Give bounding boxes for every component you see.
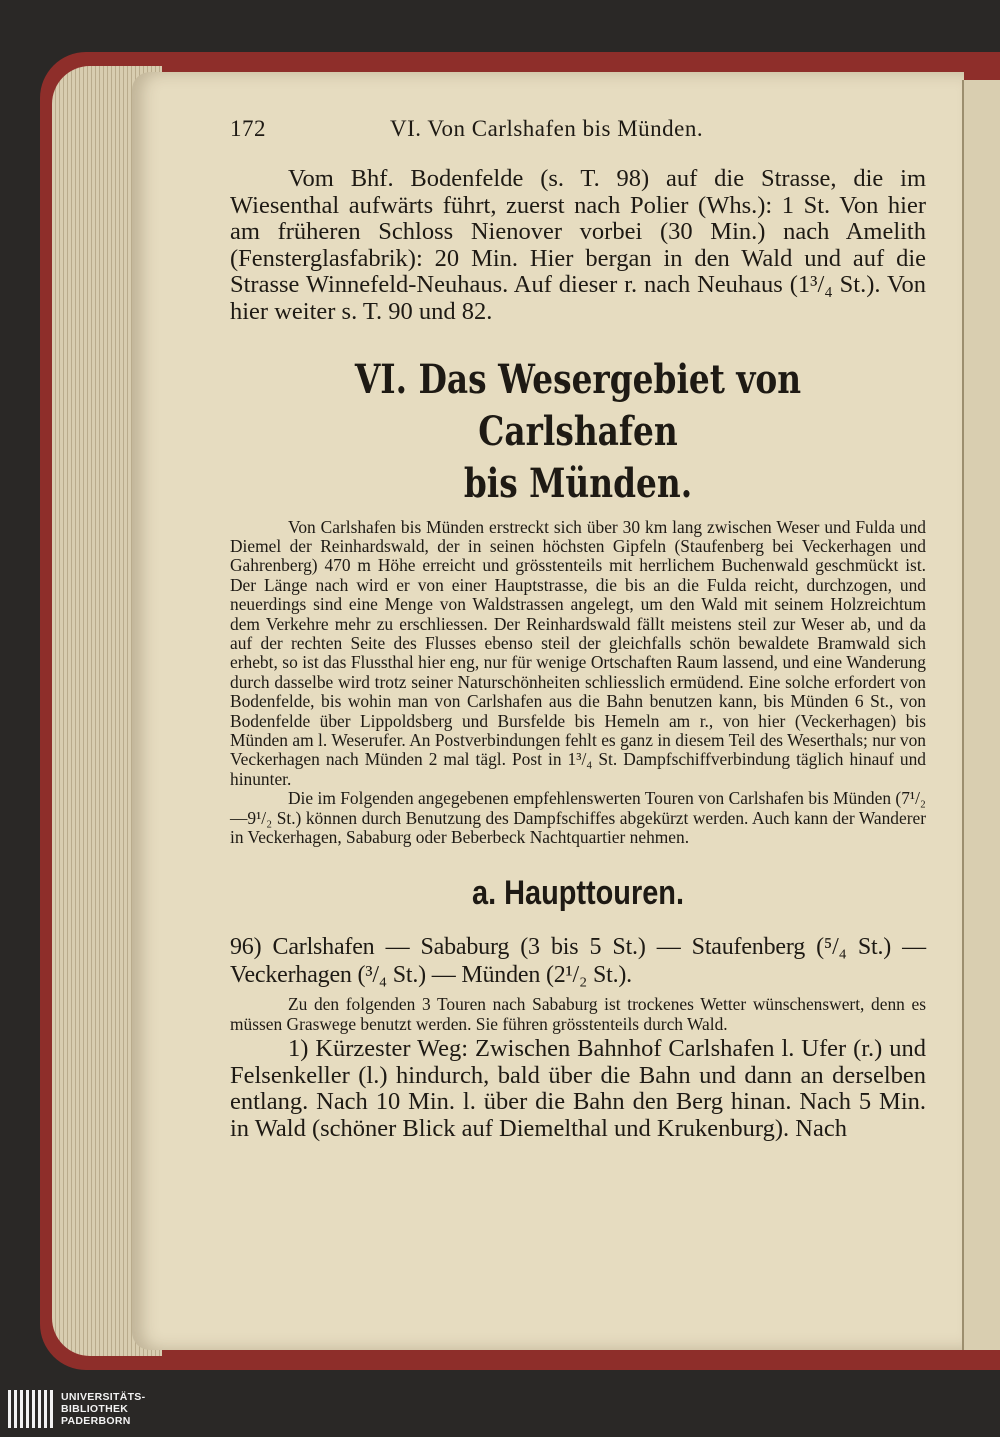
- library-logo: [8, 1388, 145, 1430]
- route-heading-96: 96) Carlshafen — Sababurg (3 bis 5 St.) — Staufenberg (⁵/₄ St.) — Veckerhagen (³/₄ St.) — Münden (2¹/₂ St.).: [230, 934, 926, 989]
- logo-line3: PADERBORN: [61, 1415, 131, 1427]
- section-intro-paragraph-2: Die im Folgenden angegebenen empfehlenswerten Touren von Carlshafen bis Münden (7¹/₂—9¹/₂ St.) können durch Benutzung des Dampfschiffes abgekürzt werden. Auch kann der Wanderer in Veckerhagen, Sababurg oder Beberbeck Nachtquartier nehmen.: [230, 788, 926, 848]
- logo-text: [61, 1391, 145, 1427]
- running-head-title: VI. Von Carlshafen bis Münden.: [390, 116, 704, 141]
- page-content: [230, 112, 926, 1143]
- logo-line1: UNIVERSITÄTS-: [61, 1391, 146, 1403]
- page-number: 172: [230, 116, 266, 141]
- logo-bars-icon: [8, 1390, 53, 1428]
- route-body: 1) Kürzester Weg: Zwischen Bahnhof Carlshafen l. Ufer (r.) und Felsenkeller (l.) hindurch, bald über die Bahn und dann an derselben entlang. Nach 10 Min. l. über die Bahn den Berg hinan. Nach 5 Min. in Wald (schöner Blick auf Diemelthal und Krukenburg). Nach: [230, 1035, 926, 1143]
- running-head: [230, 112, 926, 146]
- facing-page-edge: [962, 80, 1000, 1350]
- route-note: Zu den folgenden 3 Touren nach Sababurg ist trockenes Wetter wünschenswert, denn es müssen Graswege benutzt werden. Sie führen grösstenteils durch Wald.: [230, 994, 926, 1034]
- paragraph-bodenfelde-route: Vom Bhf. Bodenfelde (s. T. 98) auf die Strasse, die im Wiesenthal aufwärts führt, zuerst nach Polier (Whs.): 1 St. Von hier am früheren Schloss Nienover vorbei (30 Min.) nach Amelith (Fensterglasfabrik): 20 Min. Hier bergan in den Wald und auf die Strasse Winnefeld-Neuhaus. Auf dieser r. nach Neuhaus (1³/₄ St.). Von hier weiter s. T. 90 und 82.: [230, 165, 926, 325]
- subsection-heading: a. Haupttouren.: [472, 874, 684, 913]
- section-heading-line2: bis Münden.: [463, 459, 693, 507]
- section-intro-paragraph: Von Carlshafen bis Münden erstreckt sich über 30 km lang zwischen Weser und Fulda und Diemel der Reinhardswald, der in seinen höchsten Gipfeln (Staufenberg bei Veckerhagen und Gahrenberg) 470 m Höhe erreicht und grösstenteils mit herrlichem Buchenwald geschmückt ist. Der Länge nach wird er von einer Hauptstrasse, die bis an die Fulda reicht, durchzogen, und neuerdings sind eine Menge von Waldstrassen angelegt, um den Wald mit seinem Holzreichtum dem Verkehre mehr zu erschliessen. Der Reinhardswald fällt meistens steil zur Weser ab, und da auf der rechten Seite des Flusses ebenso steil der gleichfalls schön bewaldete Bramwald sich erhebt, so ist das Flussthal hier eng, nur für wenige Ortschaften Raum lassend, und eine Wanderung durch dasselbe wird trotz seiner Naturschönheiten schliesslich ermüdend. Eine solche erfordert von Bodenfelde, bis wohin man von Carlshafen aus die Bahn benutzen kann, bis Münden 6 St., von Bodenfelde über Lippoldsberg und Bursfelde bis Hemeln am r., von hier (Veckerhagen) bis Münden am l. Weserufer. An Postverbindungen fehlt es ganz in diesem Teil des Weserthals; nur von Veckerhagen nach Münden 2 mal tägl. Post in 1³/₄ St. Dampfschiffverbindung täglich hinauf und hinunter.: [230, 516, 926, 789]
- section-heading-line1: VI. Das Wesergebiet von Carlshafen: [354, 355, 802, 455]
- logo-line2: BIBLIOTHEK: [61, 1403, 129, 1415]
